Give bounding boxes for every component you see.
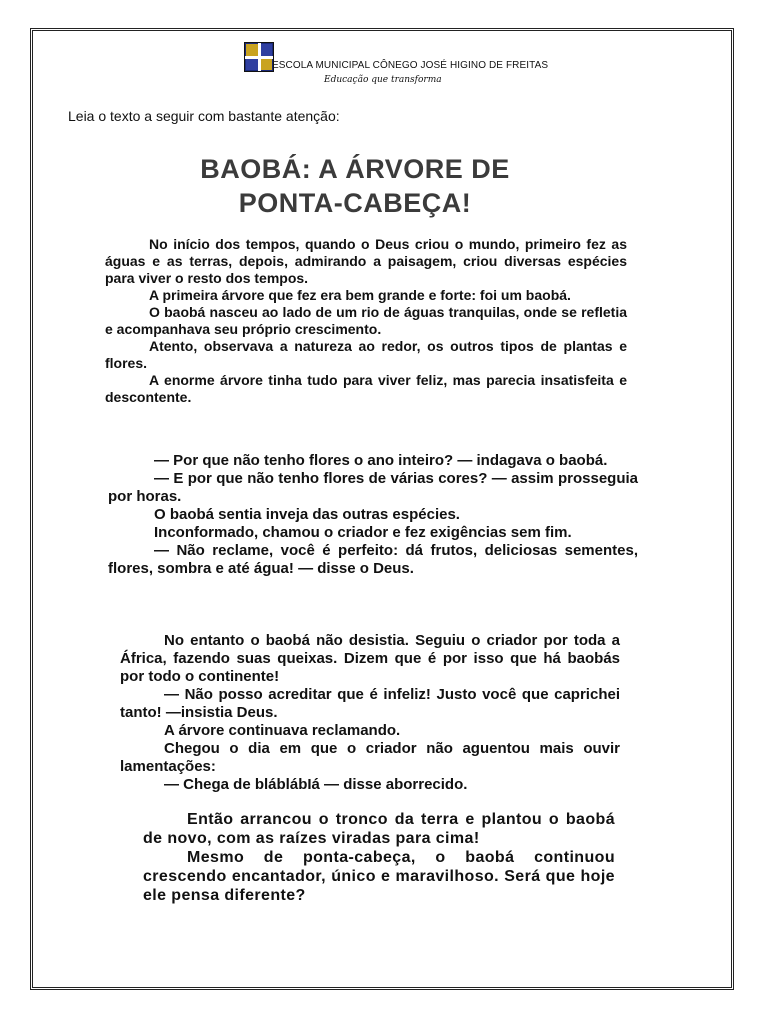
story-title: [120, 152, 590, 220]
school-header: [244, 42, 564, 90]
paragraph: A árvore continuava reclamando.: [164, 722, 401, 739]
paragraph: A enorme árvore tinha tudo para viver feliz, mas parecia insatisfeita e descontente.: [105, 372, 627, 405]
school-motto: Educação que transforma: [324, 75, 442, 85]
paragraph: Inconformado, chamou o criador e fez exigências sem fim.: [154, 524, 572, 541]
paragraph: — E por que não tenho flores de várias cores? — assim prosseguia por horas.: [108, 470, 638, 505]
story-section-3: [120, 632, 620, 794]
title-line-1: BAOBÁ: A ÁRVORE DE: [200, 154, 510, 184]
story-section-1: [105, 236, 627, 406]
paragraph: Mesmo de ponta-cabeça, o baobá continuou crescendo encantador, único e maravilhoso. Será que hoje ele pensa diferente?: [143, 849, 615, 904]
story-section-2: [108, 452, 638, 578]
paragraph: — Não posso acreditar que é infeliz! Justo você que caprichei tanto! —insistia Deus.: [120, 686, 620, 721]
paragraph: — Por que não tenho flores o ano inteiro? — indagava o baobá.: [154, 452, 608, 469]
paragraph: Então arrancou o tronco da terra e plantou o baobá de novo, com as raízes viradas para cima!: [143, 811, 615, 847]
paragraph: O baobá sentia inveja das outras espécies.: [154, 506, 460, 523]
instruction-text: Leia o texto a seguir com bastante atenção:: [68, 108, 340, 124]
school-logo-icon: [244, 42, 274, 72]
paragraph: Atento, observava a natureza ao redor, os outros tipos de plantas e flores.: [105, 338, 627, 371]
paragraph: No entanto o baobá não desistia. Seguiu o criador por toda a África, fazendo suas queixas. Dizem que é por isso que há baobás por todo o continente!: [120, 632, 620, 685]
paragraph: No início dos tempos, quando o Deus criou o mundo, primeiro fez as águas e as terras, depois, admirando a paisagem, criou diversas espécies para viver o resto dos tempos.: [105, 236, 627, 286]
paragraph: O baobá nasceu ao lado de um rio de águas tranquilas, onde se refletia e acompanhava seu próprio crescimento.: [105, 304, 627, 337]
school-name: ESCOLA MUNICIPAL CÔNEGO JOSÉ HIGINO DE FREITAS: [272, 60, 549, 71]
paragraph: — Chega de bláblábIá — disse aborrecido.: [164, 776, 468, 793]
paragraph: Chegou o dia em que o criador não aguentou mais ouvir lamentações:: [120, 740, 620, 775]
story-section-4: [143, 810, 615, 905]
paragraph: A primeira árvore que fez era bem grande e forte: foi um baobá.: [149, 287, 571, 303]
title-line-2: PONTA-CABEÇA!: [238, 188, 472, 218]
paragraph: — Não reclame, você é perfeito: dá frutos, deliciosas sementes, flores, sombra e até água! — disse o Deus.: [108, 542, 638, 577]
